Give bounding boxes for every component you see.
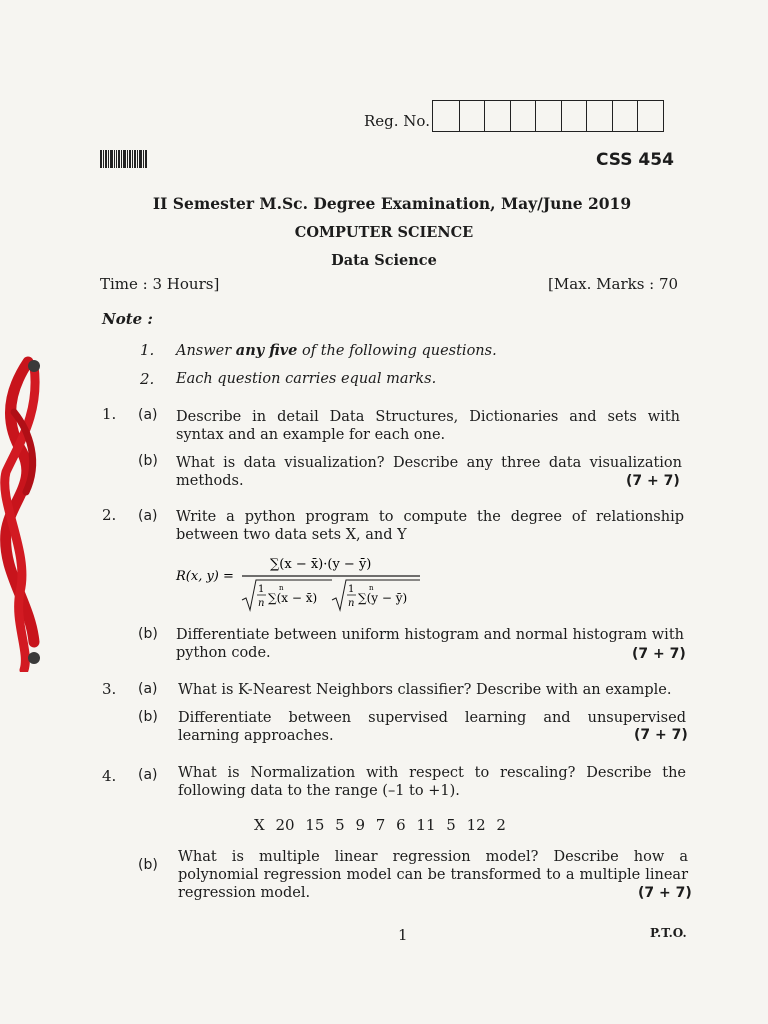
reg-digit-box[interactable] (484, 101, 510, 131)
reg-digit-box[interactable] (459, 101, 485, 131)
marks-allotment: (7 + 7) (626, 473, 680, 489)
subquestion-label: (a) (138, 508, 158, 524)
exam-title: II Semester M.Sc. Degree Examination, May/June 2019 (152, 194, 632, 213)
note-number: 2. (140, 370, 155, 388)
reg-digit-box[interactable] (535, 101, 561, 131)
formula-sup: n (279, 584, 284, 592)
question-number: 4. (102, 767, 117, 785)
reg-digit-box[interactable] (433, 101, 459, 131)
question-text: Differentiate between uniform histogram and normal histogram with python code. (176, 627, 684, 661)
reg-digit-box[interactable] (561, 101, 587, 131)
subquestion-label: (b) (138, 857, 158, 873)
note-text: Answer any five of the following questions. (176, 342, 497, 359)
reg-no-label: Reg. No. (364, 112, 430, 130)
reg-digit-box[interactable] (586, 101, 612, 131)
note-label: Note : (102, 310, 153, 328)
marks-allotment: (7 + 7) (638, 885, 692, 901)
subquestion-label: (a) (138, 407, 158, 423)
barcode-icon (100, 150, 154, 168)
subquestion-label: (a) (138, 681, 158, 697)
subquestion-label: (b) (138, 453, 158, 469)
note-emphasis: any five (235, 342, 298, 359)
question-text: Write a python program to compute the degree of relationship between two data sets X, and Y (176, 509, 684, 543)
reg-no-boxes[interactable] (432, 100, 664, 132)
question-number: 2. (102, 506, 117, 524)
data-values: X 20 15 5 9 7 6 11 5 12 2 (254, 816, 506, 834)
correlation-formula (174, 548, 424, 614)
note-number: 1. (140, 341, 155, 359)
paper-code: CSS 454 (596, 150, 674, 170)
reg-digit-box[interactable] (510, 101, 536, 131)
page-number: 1 (398, 926, 408, 944)
formula-lhs: R(x, y) = (176, 569, 234, 584)
marks-allotment: (7 + 7) (634, 727, 688, 743)
reg-digit-box[interactable] (612, 101, 638, 131)
subquestion-label: (b) (138, 709, 158, 725)
pto-label: P.T.O. (650, 926, 687, 940)
max-marks-label: [Max. Marks : 70 (548, 275, 679, 293)
formula-numerator: ∑(x − x̄)·(y − ȳ) (270, 557, 372, 572)
question-number: 1. (102, 405, 117, 423)
question-text: What is Normalization with respect to rescaling? Describe the following data to the range (–1 to +1). (178, 765, 686, 799)
subquestion-label: (a) (138, 767, 158, 783)
question-text: What is K-Nearest Neighbors classifier? Describe with an example. (178, 682, 672, 698)
question-text: What is multiple linear regression model? Describe how a polynomial regression model can be transformed to a multiple linear regression model. (178, 849, 688, 901)
question-number: 3. (102, 680, 117, 698)
binding-thread (0, 352, 48, 672)
time-label: Time : 3 Hours] (100, 275, 220, 293)
formula-n: n (348, 598, 355, 609)
subject-title: COMPUTER SCIENCE (294, 224, 474, 241)
formula-n: n (258, 598, 265, 609)
reg-digit-box[interactable] (637, 101, 663, 131)
formula-one: 1 (348, 584, 355, 595)
formula-sum-x: ∑(x − x̄) (268, 591, 318, 605)
note-text: Each question carries equal marks. (176, 371, 437, 387)
subquestion-label: (b) (138, 626, 158, 642)
question-text: What is data visualization? Describe any three data visualization methods. (176, 455, 682, 489)
paper-title: Data Science (331, 252, 437, 269)
formula-sup: n (369, 584, 374, 592)
question-text: Describe in detail Data Structures, Dictionaries and sets with syntax and an example for each one. (176, 409, 680, 443)
formula-sum-y: ∑(y − ȳ) (358, 591, 408, 605)
formula-one: 1 (258, 584, 265, 595)
marks-allotment: (7 + 7) (632, 646, 686, 662)
question-text: Differentiate between supervised learning and unsupervised learning approaches. (178, 710, 686, 744)
